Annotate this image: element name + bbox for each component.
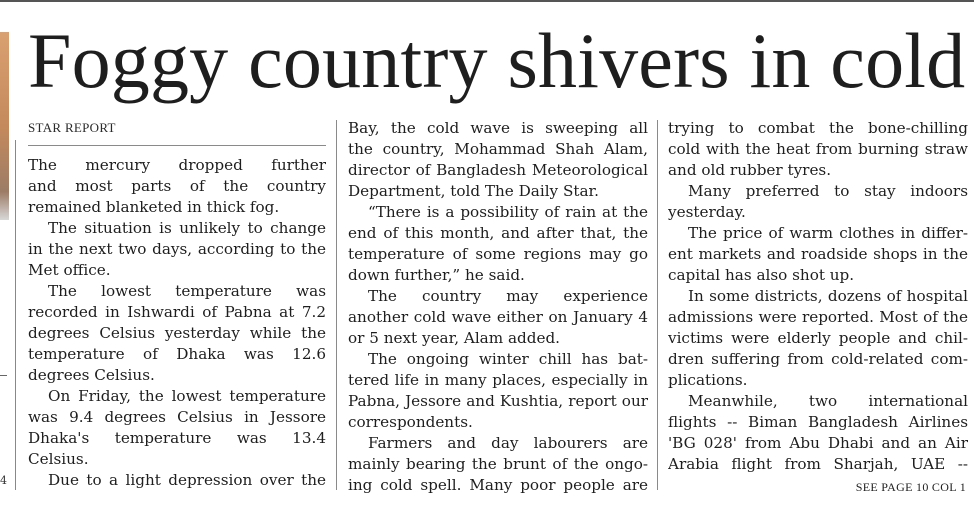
column-divider-1 bbox=[336, 120, 337, 490]
adjacent-story-edge bbox=[0, 0, 16, 505]
text-line: and old rubber tyres. bbox=[668, 161, 832, 179]
text-line: flights -- Biman Bangladesh Airlines bbox=[668, 413, 968, 431]
article-column-2 bbox=[348, 118, 648, 496]
text-line: The situation is unlikely to change bbox=[48, 219, 326, 237]
text-line: Farmers and day labourers are bbox=[368, 434, 648, 452]
text-line: and most parts of the country bbox=[28, 177, 326, 195]
continuation-jump-line: SEE PAGE 10 COL 1 bbox=[855, 480, 966, 494]
text-line: mainly bearing the brunt of the ongo- bbox=[348, 455, 648, 473]
top-rule bbox=[0, 0, 974, 2]
text-line: capital has also shot up. bbox=[668, 266, 855, 284]
column-divider-2 bbox=[657, 120, 658, 490]
text-line: or 5 next year, Alam added. bbox=[348, 329, 561, 347]
adjacent-column-rule bbox=[15, 140, 16, 490]
text-line: degrees Celsius. bbox=[28, 366, 155, 384]
text-line: victims were elderly people and chil- bbox=[668, 329, 968, 347]
article-column-1 bbox=[28, 118, 326, 491]
text-line: The price of warm clothes in differ- bbox=[688, 224, 968, 242]
text-line: ing cold spell. Many poor people are bbox=[348, 476, 648, 494]
text-line: cold with the heat from burning straw bbox=[668, 140, 968, 158]
text-line: Pabna, Jessore and Kushtia, report our bbox=[348, 392, 648, 410]
adjacent-tick bbox=[0, 375, 7, 376]
text-line: correspondents. bbox=[348, 413, 473, 431]
text-line: Due to a light depression over the bbox=[48, 471, 326, 489]
text-line: On Friday, the lowest temperature bbox=[48, 387, 326, 405]
text-line: Celsius. bbox=[28, 450, 89, 468]
article-column-3 bbox=[668, 118, 968, 475]
text-line: The ongoing winter chill has bat- bbox=[368, 350, 648, 368]
text-line: down further,” he said. bbox=[348, 266, 525, 284]
text-line: recorded in Ishwardi of Pabna at 7.2 bbox=[28, 303, 326, 321]
byline: STAR REPORT bbox=[28, 120, 326, 146]
text-line: plications. bbox=[668, 371, 748, 389]
text-line: Dhaka's temperature was 13.4 bbox=[28, 429, 326, 447]
text-line: Many preferred to stay indoors bbox=[688, 182, 968, 200]
adjacent-page-number: 4 bbox=[0, 474, 7, 487]
text-line: 'BG 028' from Abu Dhabi and an Air bbox=[668, 434, 968, 452]
text-line: Meanwhile, two international bbox=[688, 392, 968, 410]
adjacent-photo-edge bbox=[0, 32, 9, 220]
text-line: The lowest temperature was bbox=[48, 282, 326, 300]
text-line: the country, Mohammad Shah Alam, bbox=[348, 140, 648, 158]
text-line: remained blanketed in thick fog. bbox=[28, 198, 280, 216]
text-line: tered life in many places, especially in bbox=[348, 371, 648, 389]
text-line: dren suffering from cold-related com- bbox=[668, 350, 968, 368]
text-line: trying to combat the bone-chilling bbox=[668, 119, 968, 137]
text-line: another cold wave either on January 4 bbox=[348, 308, 648, 326]
text-line: director of Bangladesh Meteorological bbox=[348, 161, 648, 179]
text-line: yesterday. bbox=[668, 203, 746, 221]
text-line: The country may experience bbox=[368, 287, 648, 305]
text-line: admissions were reported. Most of the bbox=[668, 308, 968, 326]
text-line: The mercury dropped further bbox=[28, 156, 326, 174]
text-line: was 9.4 degrees Celsius in Jessore bbox=[28, 408, 326, 426]
text-line: ent markets and roadside shops in the bbox=[668, 245, 968, 263]
text-line: temperature of some regions may go bbox=[348, 245, 648, 263]
text-line: Bay, the cold wave is sweeping all bbox=[348, 119, 648, 137]
text-line: end of this month, and after that, the bbox=[348, 224, 648, 242]
text-line: degrees Celsius yesterday while the bbox=[28, 324, 326, 342]
text-line: “There is a possibility of rain at the bbox=[368, 203, 648, 221]
text-line: in the next two days, according to the bbox=[28, 240, 326, 258]
text-line: Arabia flight from Sharjah, UAE -- bbox=[668, 455, 968, 473]
headline: Foggy country shivers in cold bbox=[28, 17, 966, 104]
text-line: In some districts, dozens of hospital bbox=[688, 287, 968, 305]
text-line: Met office. bbox=[28, 261, 111, 279]
text-line: temperature of Dhaka was 12.6 bbox=[28, 345, 326, 363]
text-line: Department, told The Daily Star. bbox=[348, 182, 599, 200]
